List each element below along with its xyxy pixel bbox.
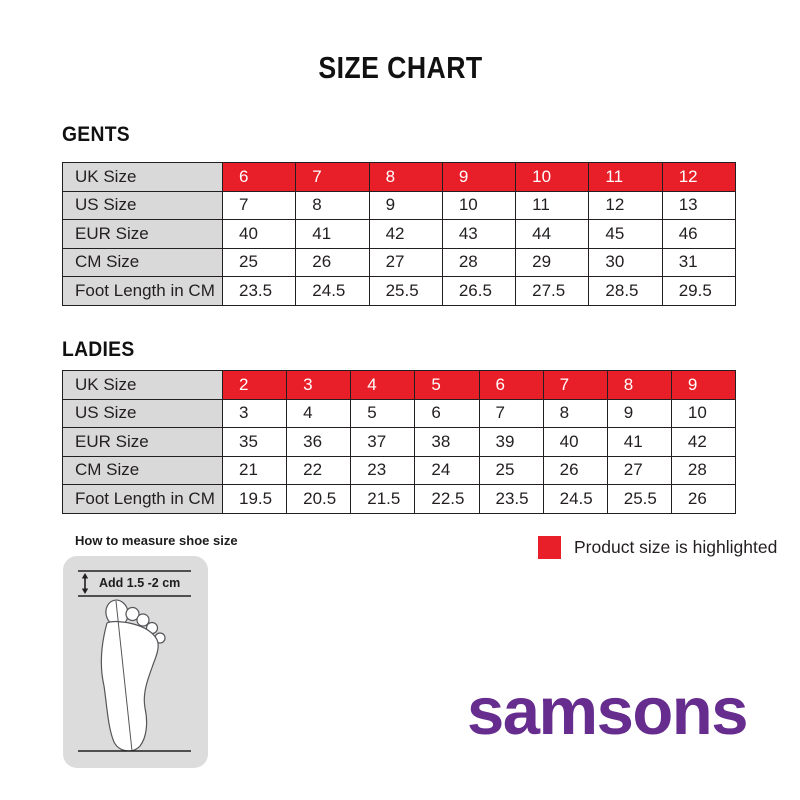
highlighted-size-cell: 8 [607,371,671,400]
size-cell: 25 [479,456,543,485]
size-cell: 28.5 [589,277,662,306]
size-cell: 23.5 [479,485,543,514]
table-row [63,428,736,457]
size-cell: 22.5 [415,485,479,514]
measure-diagram-box [63,556,208,768]
row-label: CM Size [63,456,223,485]
foot-outline [101,598,165,751]
size-cell: 9 [607,399,671,428]
size-cell: 26 [296,248,369,277]
size-cell: 23.5 [223,277,296,306]
table-row [63,220,736,249]
size-cell: 24.5 [296,277,369,306]
size-cell: 8 [296,191,369,220]
highlighted-size-cell: 7 [296,163,369,192]
row-label: EUR Size [63,428,223,457]
size-cell: 20.5 [287,485,351,514]
size-cell: 7 [223,191,296,220]
size-cell: 10 [442,191,515,220]
size-cell: 35 [223,428,287,457]
size-cell: 23 [351,456,415,485]
row-label: Foot Length in CM [63,485,223,514]
highlighted-size-cell: 6 [223,163,296,192]
size-cell: 30 [589,248,662,277]
row-label: US Size [63,399,223,428]
table-row [63,371,736,400]
highlighted-size-cell: 2 [223,371,287,400]
size-cell: 7 [479,399,543,428]
size-cell: 28 [671,456,735,485]
title-container [0,50,800,86]
measure-guide-title: How to measure shoe size [75,533,238,548]
row-label: UK Size [63,371,223,400]
row-label: EUR Size [63,220,223,249]
row-label: Foot Length in CM [63,277,223,306]
size-cell: 38 [415,428,479,457]
size-cell: 21.5 [351,485,415,514]
measure-note: Add 1.5 -2 cm [99,576,181,590]
row-label: US Size [63,191,223,220]
highlighted-size-cell: 10 [516,163,589,192]
size-cell: 22 [287,456,351,485]
size-cell: 40 [223,220,296,249]
size-cell: 43 [442,220,515,249]
size-cell: 44 [516,220,589,249]
size-cell: 29 [516,248,589,277]
highlighted-size-cell: 6 [479,371,543,400]
highlighted-size-cell: 9 [671,371,735,400]
section-heading-gents: GENTS [62,123,130,146]
size-cell: 46 [662,220,735,249]
table-row [63,456,736,485]
size-cell: 27.5 [516,277,589,306]
highlighted-size-cell: 11 [589,163,662,192]
brand-logo: samsons [467,674,747,749]
size-cell: 24 [415,456,479,485]
table-row [63,485,736,514]
table-row [63,191,736,220]
size-cell: 37 [351,428,415,457]
size-cell: 28 [442,248,515,277]
size-cell: 9 [369,191,442,220]
size-cell: 40 [543,428,607,457]
size-cell: 27 [607,456,671,485]
size-cell: 10 [671,399,735,428]
highlighted-size-cell: 4 [351,371,415,400]
table-row [63,277,736,306]
highlighted-size-cell: 12 [662,163,735,192]
double-arrow-icon [82,573,88,594]
size-cell: 8 [543,399,607,428]
size-cell: 27 [369,248,442,277]
table-row [63,248,736,277]
size-cell: 5 [351,399,415,428]
size-cell: 6 [415,399,479,428]
size-cell: 12 [589,191,662,220]
table-row [63,163,736,192]
size-cell: 4 [287,399,351,428]
size-cell: 31 [662,248,735,277]
table-row [63,399,736,428]
size-cell: 26 [543,456,607,485]
highlighted-size-cell: 9 [442,163,515,192]
page-title: SIZE CHART [317,50,483,85]
size-cell: 42 [671,428,735,457]
size-cell: 45 [589,220,662,249]
size-cell: 36 [287,428,351,457]
size-cell: 42 [369,220,442,249]
size-cell: 13 [662,191,735,220]
size-cell: 26 [671,485,735,514]
legend-label: Product size is highlighted [574,537,778,557]
ladies-size-table [62,370,736,514]
size-cell: 24.5 [543,485,607,514]
size-cell: 41 [607,428,671,457]
highlight-swatch [538,536,561,559]
size-cell: 11 [516,191,589,220]
size-cell: 25.5 [607,485,671,514]
size-cell: 19.5 [223,485,287,514]
highlighted-size-cell: 7 [543,371,607,400]
size-cell: 3 [223,399,287,428]
section-heading-ladies: LADIES [62,338,135,361]
row-label: CM Size [63,248,223,277]
size-cell: 39 [479,428,543,457]
gents-size-table [62,162,736,306]
row-label: UK Size [63,163,223,192]
highlighted-size-cell: 3 [287,371,351,400]
size-cell: 26.5 [442,277,515,306]
size-cell: 41 [296,220,369,249]
highlighted-size-cell: 8 [369,163,442,192]
size-cell: 29.5 [662,277,735,306]
size-cell: 25.5 [369,277,442,306]
size-cell: 21 [223,456,287,485]
highlighted-size-cell: 5 [415,371,479,400]
highlight-legend [538,536,777,559]
size-cell: 25 [223,248,296,277]
